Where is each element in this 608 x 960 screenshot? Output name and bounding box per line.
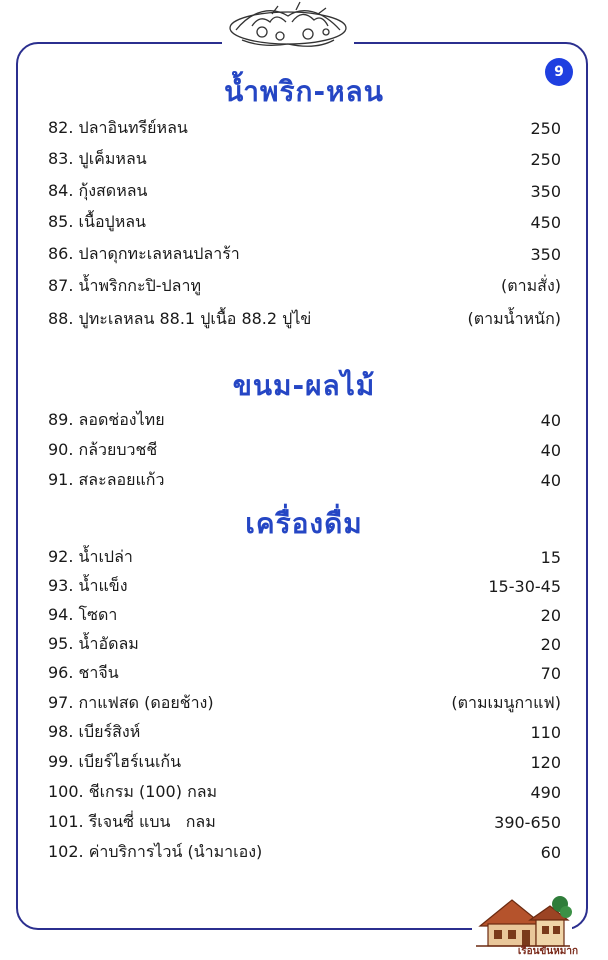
item-name: 82. ปลาอินทรีย์หลน xyxy=(48,117,188,137)
menu-item xyxy=(48,718,561,746)
menu-item xyxy=(48,748,561,776)
item-name: 90. กล้วยบวชชี xyxy=(48,439,158,459)
menu-item xyxy=(48,240,561,268)
item-price: 15-30-45 xyxy=(488,576,561,596)
menu-item xyxy=(48,272,561,300)
item-name: 93. น้ำแข็ง xyxy=(48,575,128,595)
item-name: 84. กุ้งสดหลน xyxy=(48,180,148,200)
food-illustration-icon xyxy=(222,0,354,50)
page-number-badge: 9 xyxy=(545,58,573,86)
item-name: 97. กาแฟสด (ดอยช้าง) xyxy=(48,692,214,712)
menu-item xyxy=(48,808,561,836)
item-name: 91. สละลอยแก้ว xyxy=(48,469,165,489)
item-price: 450 xyxy=(530,212,561,232)
item-name: 94. โซดา xyxy=(48,604,118,624)
item-price: 350 xyxy=(530,244,561,264)
menu-item xyxy=(48,305,561,333)
section-title-desserts: ขนม-ผลไม้ xyxy=(232,369,376,402)
item-name: 95. น้ำอัดลม xyxy=(48,633,139,653)
item-price: (ตามสั่ง) xyxy=(501,275,561,295)
menu-item xyxy=(48,659,561,687)
item-price: 40 xyxy=(540,410,561,430)
item-name: 100. ชีเกรม (100) กลม xyxy=(48,781,218,801)
item-name: 99. เบียร์ไฮร์เนเก้น xyxy=(48,751,182,771)
item-price: 350 xyxy=(530,181,561,201)
menu-item xyxy=(48,778,561,806)
item-price: 15 xyxy=(540,547,561,567)
item-name: 101. รีเจนซี่ แบน กลม xyxy=(48,811,216,831)
item-name: 88. ปูทะเลหลน 88.1 ปูเนื้อ 88.2 ปูไข่ xyxy=(48,308,312,328)
item-name: 83. ปูเค็มหลน xyxy=(48,148,147,168)
section-title-drinks: เครื่องดื่ม xyxy=(245,507,363,540)
item-price: (ตามน้ำหนัก) xyxy=(467,308,561,328)
menu-item xyxy=(48,630,561,658)
item-name: 96. ชาจีน xyxy=(48,662,119,682)
menu-item xyxy=(48,114,561,142)
menu-item xyxy=(48,466,561,494)
item-price: 120 xyxy=(530,752,561,772)
item-name: 85. เนื้อปูหลน xyxy=(48,211,146,231)
item-price: 20 xyxy=(540,605,561,625)
menu-item xyxy=(48,601,561,629)
item-price: 250 xyxy=(530,118,561,138)
menu-item xyxy=(48,208,561,236)
menu-item xyxy=(48,145,561,173)
item-price: 40 xyxy=(540,440,561,460)
item-price: 40 xyxy=(540,470,561,490)
menu-item xyxy=(48,689,561,717)
menu-item xyxy=(48,572,561,600)
item-price: 70 xyxy=(540,663,561,683)
section-title-chili-paste: น้ำพริก-หลน xyxy=(224,75,384,108)
item-price: 60 xyxy=(540,842,561,862)
item-name: 98. เบียร์สิงห์ xyxy=(48,721,141,741)
item-price: 490 xyxy=(530,782,561,802)
menu-item xyxy=(48,543,561,571)
item-price: 390-650 xyxy=(494,812,561,832)
item-name: 102. ค่าบริการไวน์ (นำมาเอง) xyxy=(48,841,263,861)
menu-item xyxy=(48,838,561,866)
item-price: 250 xyxy=(530,149,561,169)
item-name: 86. ปลาดุกทะเลหลนปลาร้า xyxy=(48,243,240,263)
item-price: 110 xyxy=(530,722,561,742)
item-name: 92. น้ำเปล่า xyxy=(48,546,133,566)
menu-item xyxy=(48,177,561,205)
item-name: 87. น้ำพริกกะปิ-ปลาทู xyxy=(48,275,201,295)
item-price: 20 xyxy=(540,634,561,654)
menu-item xyxy=(48,406,561,434)
item-name: 89. ลอดช่องไทย xyxy=(48,409,165,429)
restaurant-name: เรือนขันหมาก xyxy=(517,946,578,957)
menu-item xyxy=(48,436,561,464)
item-price: (ตามเมนูกาแฟ) xyxy=(451,692,561,712)
